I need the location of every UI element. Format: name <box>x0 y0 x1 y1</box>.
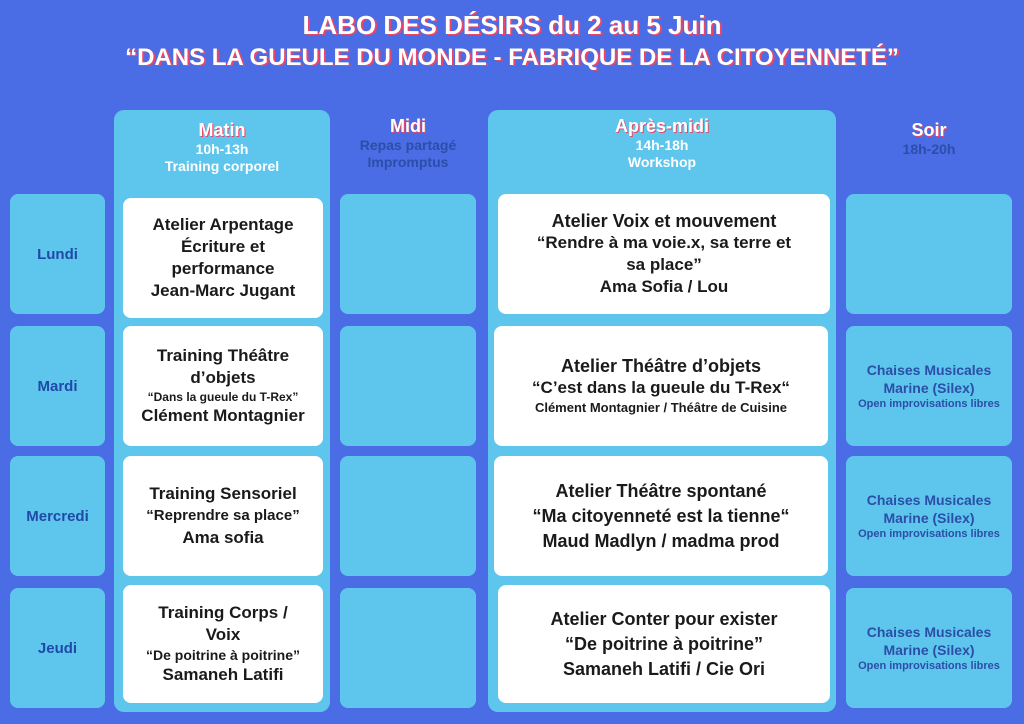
card-apres-mardi <box>494 326 828 446</box>
header-apres-time: 14h-18h <box>635 137 689 153</box>
card-matin-jeudi <box>123 585 323 703</box>
card-text: Samaneh Latifi <box>162 665 284 684</box>
card-text: Training Théâtre <box>156 346 290 365</box>
card-text: Atelier Théâtre spontané <box>555 480 767 501</box>
header-matin <box>114 120 330 175</box>
cell-soir-mercredi <box>846 456 1012 576</box>
header-matin-time: 10h-13h <box>195 141 249 157</box>
header-soir-name: Soir <box>911 120 947 140</box>
card-text: “Ma citoyenneté est la tienne“ <box>532 505 790 526</box>
soir-text: Chaises Musicales <box>866 491 992 508</box>
header-midi-name: Midi <box>390 116 426 136</box>
header-matin-name: Matin <box>198 120 246 140</box>
soir-text: Marine (Silex) <box>883 379 975 396</box>
header-matin-desc: Training corporel <box>164 158 280 174</box>
card-text: Atelier Voix et mouvement <box>551 211 777 231</box>
card-text: “Rendre à ma voie.x, sa terre et <box>536 233 792 252</box>
card-text: “De poitrine à poitrine” <box>564 633 764 654</box>
card-text: “De poitrine à poitrine” <box>145 647 300 663</box>
cell-midi-lundi <box>340 194 476 314</box>
card-text: Training Corps / <box>158 603 288 622</box>
day-label-jeudi: Jeudi <box>10 588 105 708</box>
cell-soir-jeudi <box>846 588 1012 708</box>
soir-text: Chaises Musicales <box>866 361 992 378</box>
soir-text: Chaises Musicales <box>866 623 992 640</box>
page-subtitle: “DANS LA GUEULE DU MONDE - FABRIQUE DE LA CITOYENNETÉ” <box>125 44 899 71</box>
soir-text: Marine (Silex) <box>883 509 975 526</box>
cell-midi-mardi <box>340 326 476 446</box>
card-matin-lundi <box>123 198 323 318</box>
card-text: Ama sofia <box>182 528 264 547</box>
card-text: Clément Montagnier <box>141 406 305 425</box>
card-text: “Reprendre sa place” <box>146 507 300 524</box>
card-text: Training Sensoriel <box>149 484 297 503</box>
card-text: Atelier Théâtre d’objets <box>560 356 762 376</box>
card-text: sa place” <box>626 255 702 274</box>
card-text: “C’est dans la gueule du T-Rex“ <box>532 378 790 397</box>
card-matin-mardi <box>123 326 323 446</box>
card-apres-lundi <box>498 194 830 314</box>
cell-soir-lundi <box>846 194 1012 314</box>
cell-midi-mercredi <box>340 456 476 576</box>
page-title: LABO DES DÉSIRS du 2 au 5 Juin <box>302 10 722 40</box>
card-text: Atelier Conter pour exister <box>550 608 778 629</box>
header-midi <box>338 116 478 171</box>
day-label-mercredi: Mercredi <box>10 456 105 576</box>
card-text: Clément Montagnier / Théâtre de Cuisine <box>534 400 788 415</box>
header-apres-desc: Workshop <box>627 154 697 170</box>
card-text: performance <box>171 259 275 278</box>
header-apres-name: Après-midi <box>614 116 710 136</box>
soir-text: Open improvisations libres <box>858 527 1000 540</box>
card-text: d’objets <box>190 368 256 387</box>
day-label-mardi: Mardi <box>10 326 105 446</box>
cell-midi-jeudi <box>340 588 476 708</box>
soir-text: Open improvisations libres <box>858 397 1000 410</box>
card-text: Ama Sofia / Lou <box>599 277 729 296</box>
card-text: Samaneh Latifi / Cie Ori <box>562 658 766 679</box>
header-soir-time: 18h-20h <box>902 141 956 157</box>
cell-soir-mardi <box>846 326 1012 446</box>
card-text: Jean-Marc Jugant <box>150 281 296 300</box>
header-soir <box>846 120 1012 158</box>
soir-text: Open improvisations libres <box>858 659 1000 672</box>
card-text: Maud Madlyn / madma prod <box>542 530 780 551</box>
soir-text: Marine (Silex) <box>883 641 975 658</box>
card-matin-mercredi <box>123 456 323 576</box>
card-text: Atelier Arpentage <box>152 215 294 234</box>
card-apres-mercredi <box>494 456 828 576</box>
header-apres-midi <box>488 116 836 171</box>
card-text: “Dans la gueule du T-Rex” <box>147 390 299 404</box>
header-midi-line1: Repas partagé <box>359 137 457 153</box>
day-label-lundi: Lundi <box>10 194 105 314</box>
card-text: Voix <box>205 625 241 644</box>
header-midi-line2: Impromptus <box>367 154 449 170</box>
card-text: Écriture et <box>180 237 266 256</box>
card-apres-jeudi <box>498 585 830 703</box>
